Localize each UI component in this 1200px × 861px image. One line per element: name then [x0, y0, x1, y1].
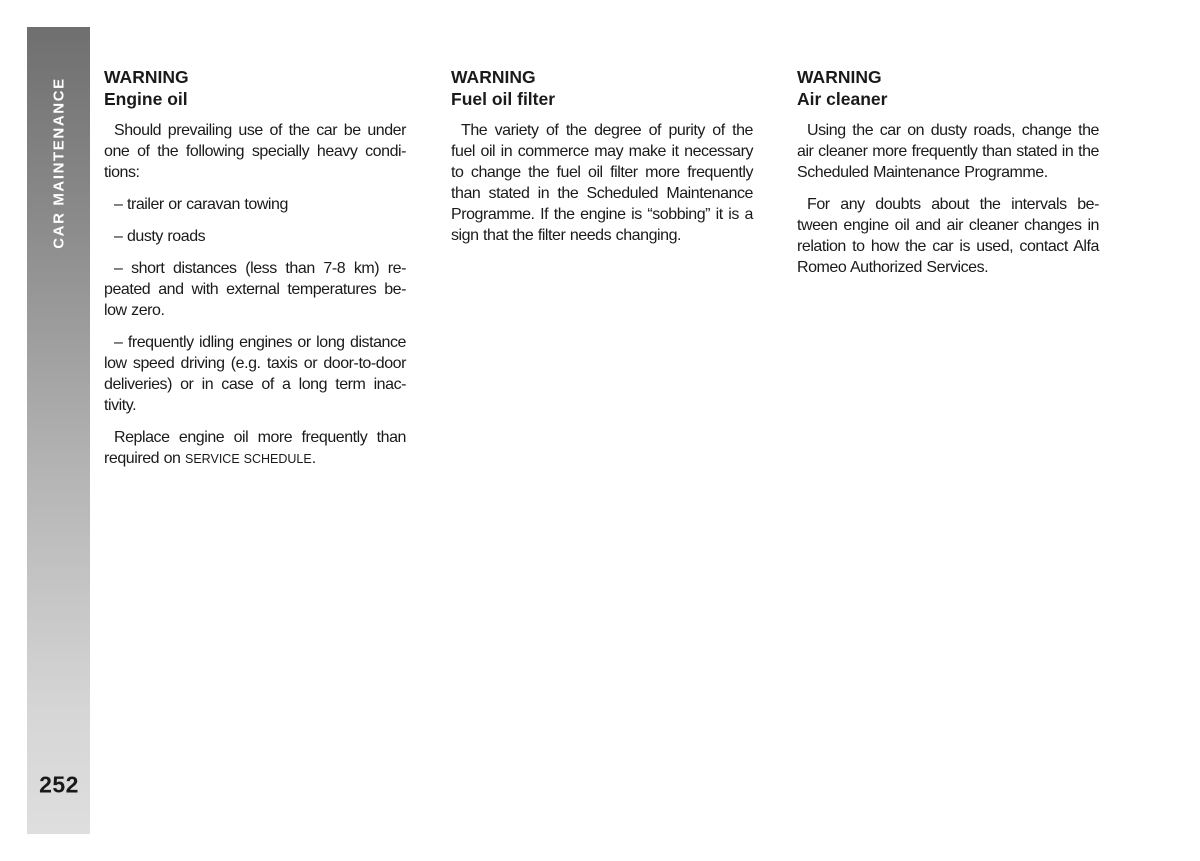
paragraph: Using the car on dusty roads, change the air cleaner more frequently than stated in the Scheduled Maintenance Programme.: [797, 122, 1099, 181]
section-body: [104, 120, 406, 470]
fuel-oil-filter-section: [451, 66, 753, 257]
paragraph: The variety of the degree of purity of the fuel oil in commerce may make it necessary to change the fuel oil filter more frequently than stated in the Scheduled Maintenance Programme. If the engine is “sobbing” it is a sign that the filter needs changing.: [451, 122, 753, 244]
engine-oil-section: [104, 66, 406, 481]
paragraph-text: Replace engine oil more frequently than required on: [104, 429, 406, 467]
air-cleaner-section: [797, 66, 1099, 289]
paragraph: Should prevailing use of the car be under one of the following specially heavy condi-tions:: [104, 122, 406, 181]
paragraph-end: .: [311, 450, 316, 467]
warning-heading: WARNING: [451, 67, 536, 87]
section-title: Engine oil: [104, 89, 188, 109]
warning-heading: WARNING: [797, 67, 882, 87]
section-body: [797, 120, 1099, 278]
section-title: Air cleaner: [797, 89, 888, 109]
section-label: CAR MAINTENANCE: [50, 77, 68, 249]
list-item: – trailer or caravan towing: [114, 196, 288, 213]
page-number: 252: [39, 771, 79, 798]
list-item: – dusty roads: [114, 228, 206, 245]
section-body: [451, 120, 753, 246]
paragraph: For any doubts about the intervals be-tween engine oil and air cleaner changes in relation to how the car is used, contact Alfa Romeo Authorized Services.: [797, 196, 1099, 276]
list-item: – frequently idling engines or long distance low speed driving (e.g. taxis or door-to-door deliveries) or in case of a long term inac-tivity.: [104, 334, 406, 414]
list-item: – short distances (less than 7-8 km) re-peated and with external temperatures be-low zero.: [104, 260, 406, 319]
paragraph: [104, 427, 406, 470]
section-title: Fuel oil filter: [451, 89, 556, 109]
service-schedule-reference: SERVICE SCHEDULE: [185, 452, 312, 466]
warning-heading: WARNING: [104, 67, 189, 87]
